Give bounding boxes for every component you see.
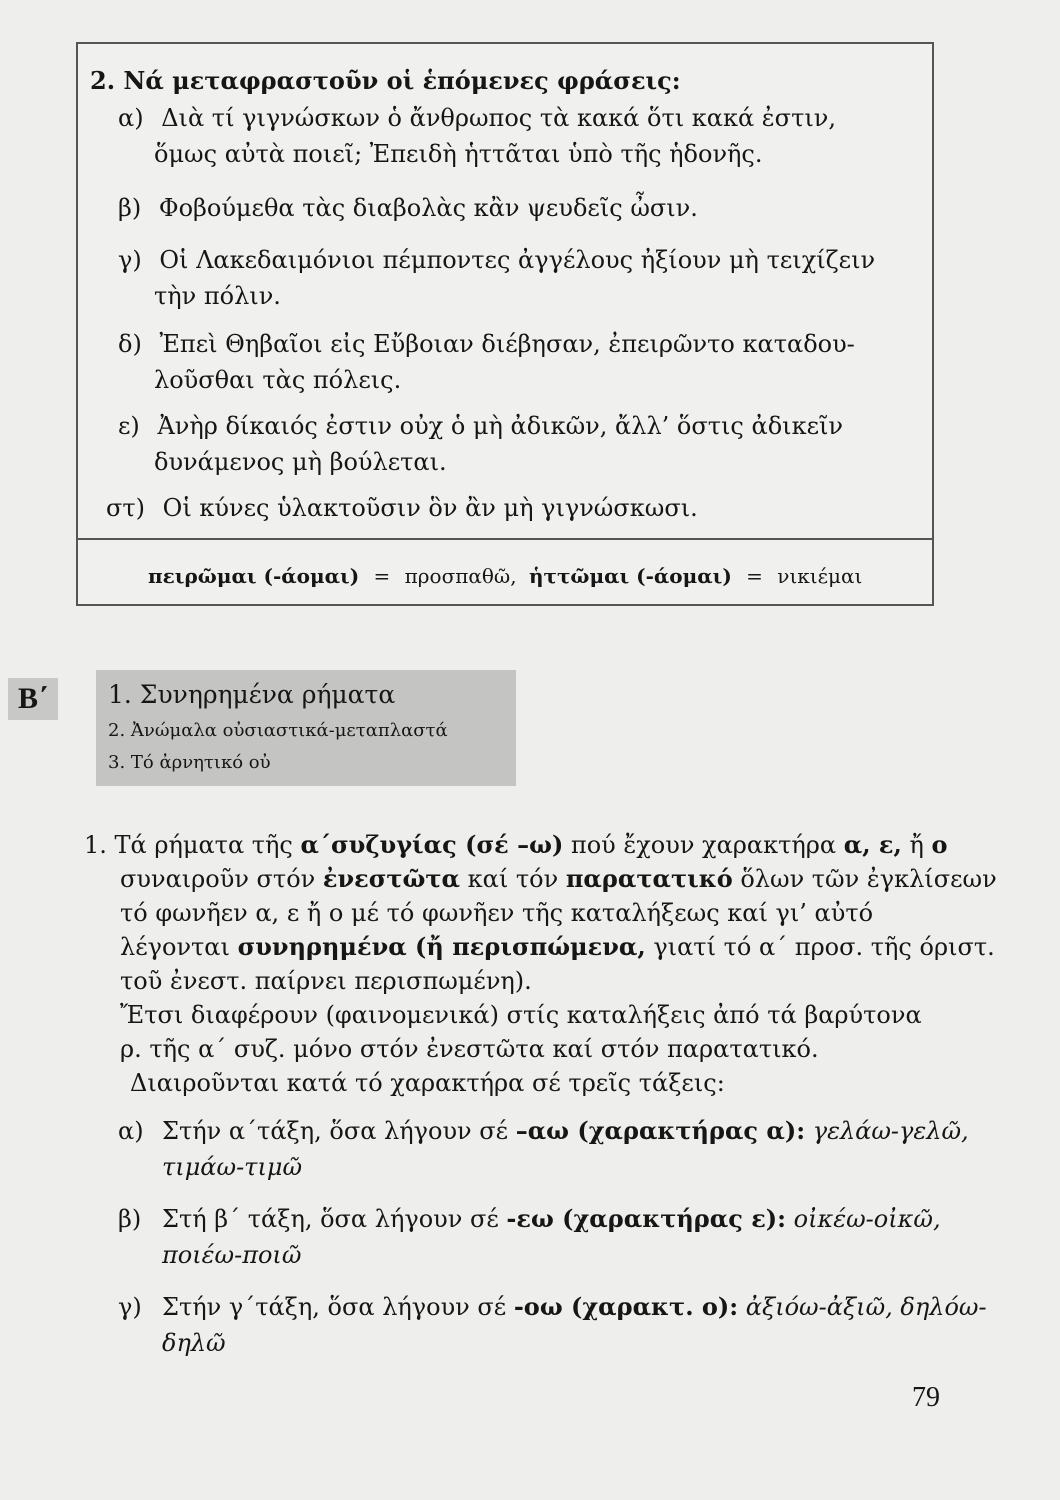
item-line: Οἱ Λακεδαιμόνιοι πέμποντες ἀγγέλους ἠξίουν μὴ τειχίζειν bbox=[159, 246, 876, 274]
note-term: ἡττῶμαι (-άομαι) bbox=[528, 564, 732, 588]
text-run: 1. Τά ρήματα τῆς bbox=[84, 831, 301, 859]
exercise-box bbox=[76, 42, 934, 606]
exercise-item-e-cont bbox=[154, 444, 447, 480]
italic-example: ποιέω-ποιῶ bbox=[162, 1241, 302, 1269]
text-run: ρ. τῆς α΄ συζ. μόνο στόν ἐνεστῶτα καί στόν παρατατικό. bbox=[120, 1035, 819, 1063]
exercise-item-a bbox=[118, 100, 836, 136]
class-line bbox=[162, 1116, 969, 1146]
class-line bbox=[162, 1328, 226, 1358]
bold-text: παρατατικό bbox=[565, 864, 733, 893]
item-label: δ) bbox=[118, 330, 142, 358]
text-run: Στήν γ΄τάξη, ὅσα λήγουν σέ bbox=[162, 1293, 514, 1321]
class-label: α) bbox=[118, 1117, 144, 1145]
text-run: γιατί τό α΄ προσ. τῆς όριστ. bbox=[645, 933, 995, 961]
exercise-item-b bbox=[118, 190, 698, 226]
item-line: ὅμως αὐτὰ ποιεῖ; Ἐπειδὴ ἡττᾶται ὑπὸ τῆς ἡδονῆς. bbox=[154, 140, 763, 168]
class-label: γ) bbox=[118, 1293, 142, 1321]
topic-item: 3. Τό ἀρνητικό οὐ bbox=[108, 752, 271, 773]
item-line: Διὰ τί γιγνώσκων ὁ ἄνθρωπος τὰ κακά ὅτι κακά ἐστιν, bbox=[161, 104, 836, 132]
exercise-item-c bbox=[118, 242, 875, 278]
italic-example: οἰκέω-οἰκῶ, bbox=[786, 1205, 941, 1233]
topic-item: 1. Συνηρημένα ρήματα bbox=[108, 680, 396, 709]
item-line: δυνάμενος μὴ βούλεται. bbox=[154, 448, 447, 476]
text-run: συναιροῦν στόν bbox=[120, 865, 323, 893]
note-meaning: προσπαθῶ, bbox=[404, 564, 517, 588]
page-number: 79 bbox=[912, 1382, 940, 1413]
class-line bbox=[162, 1240, 301, 1270]
class-line bbox=[162, 1292, 987, 1322]
text-run: Διαιροῦνται κατά τό χαρακτήρα σέ τρεῖς τάξεις: bbox=[130, 1069, 725, 1097]
italic-example: γελάω-γελῶ, bbox=[805, 1117, 969, 1145]
note-eq: = bbox=[746, 564, 763, 588]
text-run: ἤ bbox=[901, 831, 932, 859]
item-line: Ἀνὴρ δίκαιός ἐστιν οὐχ ὁ μὴ ἀδικῶν, ἄλλ’ ὅστις ἀδικεῖν bbox=[157, 412, 843, 440]
topics-box bbox=[96, 670, 516, 786]
text-run: Στήν α΄τάξη, ὅσα λήγουν σέ bbox=[162, 1117, 516, 1145]
vocabulary-note bbox=[148, 564, 862, 588]
text-run: τό φωνῆεν α, ε ἤ ο μέ τό φωνῆεν τῆς καταλήξεως καί γι’ αὐτό bbox=[120, 899, 874, 927]
item-line: Ἐπεὶ Θηβαῖοι εἰς Εὔβοιαν διέβησαν, ἐπειρῶντο καταδου- bbox=[159, 330, 855, 358]
note-term: πειρῶμαι (-άομαι) bbox=[148, 564, 360, 588]
bold-text: ἐνεστῶτα bbox=[322, 864, 461, 893]
exercise-content bbox=[78, 44, 932, 540]
body-line bbox=[120, 898, 873, 928]
text-run: καί τόν bbox=[460, 865, 566, 893]
class-line bbox=[162, 1204, 941, 1234]
item-line: Οἱ κύνες ὑλακτοῦσιν ὃν ἂν μὴ γιγνώσκωσι. bbox=[162, 494, 698, 522]
item-label: ε) bbox=[118, 412, 140, 440]
class-label: β) bbox=[118, 1205, 142, 1233]
text-run: Στή β΄ τάξη, ὅσα λήγουν σέ bbox=[162, 1205, 507, 1233]
body-line bbox=[84, 830, 948, 860]
body-line bbox=[120, 1034, 819, 1064]
item-label: β) bbox=[118, 194, 142, 222]
text-run: ὅλων τῶν ἐγκλίσεων bbox=[732, 865, 997, 893]
text-run: πού ἔχουν χαρακτήρα bbox=[563, 831, 844, 859]
item-line: λοῦσθαι τὰς πόλεις. bbox=[154, 366, 402, 394]
bold-text: α΄συζυγίας (σέ –ω) bbox=[300, 830, 564, 859]
item-label: στ) bbox=[106, 494, 146, 522]
body-line bbox=[120, 1000, 922, 1030]
topic-item: 2. Ἀνώμαλα οὐσιαστικά-μεταπλαστά bbox=[108, 720, 448, 741]
bold-text: -εω (χαρακτήρας ε): bbox=[506, 1204, 786, 1233]
bold-text: α, ε, bbox=[843, 830, 902, 859]
bold-text: –αω (χαρακτήρας α): bbox=[515, 1116, 806, 1145]
italic-example: δηλῶ bbox=[162, 1329, 226, 1357]
item-label: γ) bbox=[118, 246, 142, 274]
item-label: α) bbox=[118, 104, 144, 132]
exercise-title: 2. Νά μεταφραστοῦν οἱ ἑπόμενες φράσεις: bbox=[90, 66, 681, 95]
bold-text: ο bbox=[931, 830, 948, 859]
note-meaning: νικιέμαι bbox=[777, 564, 863, 588]
italic-example: ἀξιόω-ἀξιῶ, δηλόω- bbox=[738, 1293, 987, 1321]
body-line bbox=[120, 966, 532, 996]
body-line bbox=[130, 1068, 725, 1098]
body-line bbox=[120, 932, 995, 962]
section-marker: Β΄ bbox=[8, 678, 58, 720]
italic-example: τιμάω-τιμῶ bbox=[162, 1153, 303, 1181]
body-line bbox=[120, 864, 997, 894]
class-line bbox=[162, 1152, 302, 1182]
exercise-item-d-cont bbox=[154, 362, 401, 398]
text-run: Ἔτσι διαφέρουν (φαινομενικά) στίς καταλήξεις ἀπό τά βαρύτονα bbox=[120, 1001, 922, 1029]
exercise-item-st bbox=[106, 490, 698, 526]
exercise-item-c-cont bbox=[154, 278, 281, 314]
exercise-item-e bbox=[118, 408, 843, 444]
text-run: λέγονται bbox=[120, 933, 238, 961]
exercise-item-d bbox=[118, 326, 855, 362]
exercise-item-a-cont bbox=[154, 136, 762, 172]
item-line: Φοβούμεθα τὰς διαβολὰς κἂν ψευδεῖς ὦσιν. bbox=[158, 194, 698, 222]
item-line: τὴν πόλιν. bbox=[154, 282, 281, 310]
note-eq: = bbox=[373, 564, 391, 588]
bold-text: -οω (χαρακτ. ο): bbox=[513, 1292, 739, 1321]
bold-text: συνηρημένα (ἤ περισπώμενα, bbox=[237, 932, 646, 961]
text-run: τοῦ ἐνεστ. παίρνει περισπωμένη). bbox=[120, 967, 532, 995]
